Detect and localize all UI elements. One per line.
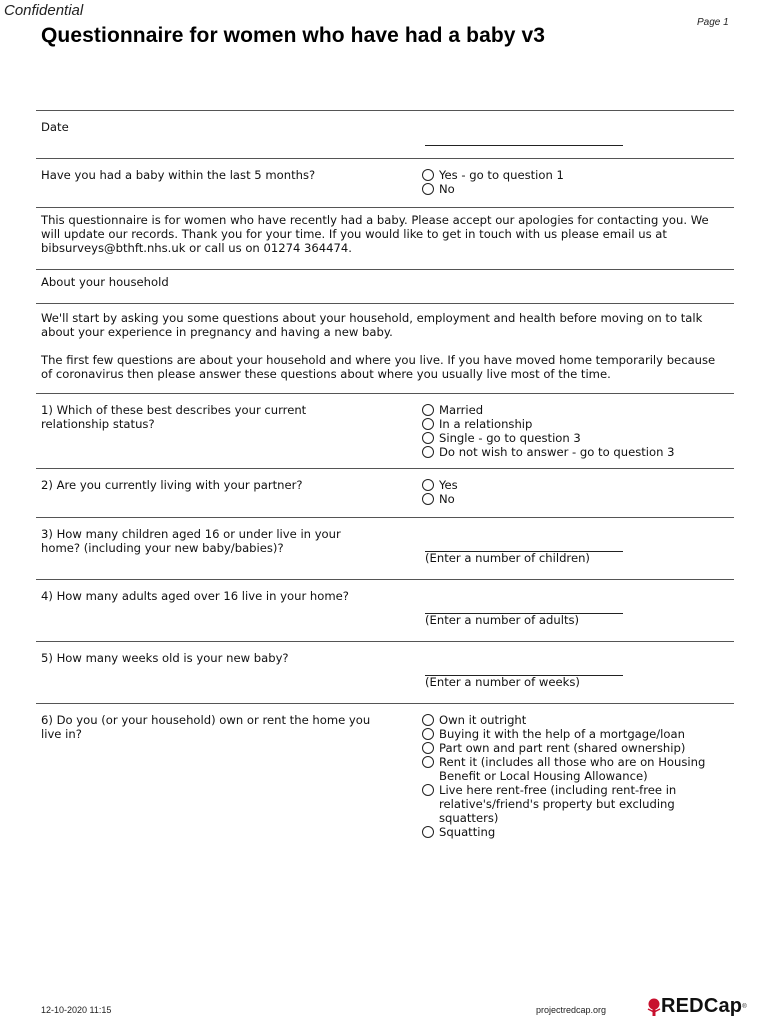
intro-text: This questionnaire is for women who have recently had a baby. Please accept our apologies for contacting you. We will update our records. Thank you for your time. If you would like to get in touch with us please email us at bibsurveys@bthft.nhs.uk or call us on 01274 364474. xyxy=(41,213,709,255)
radio-option[interactable]: Do not wish to answer - go to question 3 xyxy=(422,445,734,459)
radio-option[interactable]: In a relationship xyxy=(422,417,734,431)
radio-icon[interactable] xyxy=(422,432,434,444)
radio-option[interactable]: Rent it (includes all those who are on Housing Benefit or Local Housing Allowance) xyxy=(422,755,722,783)
logo-wordmark: REDCap xyxy=(661,995,743,1017)
radio-option[interactable]: Own it outright xyxy=(422,713,722,727)
confidential-label: Confidential xyxy=(4,2,84,19)
radio-option[interactable]: Squatting xyxy=(422,825,722,839)
footer-datetime: 12-10-2020 11:15 xyxy=(41,1005,112,1015)
radio-icon[interactable] xyxy=(422,714,434,726)
radio-option[interactable]: Buying it with the help of a mortgage/loan xyxy=(422,727,722,741)
radio-icon[interactable] xyxy=(422,446,434,458)
radio-option[interactable]: Yes xyxy=(422,478,734,492)
radio-option[interactable]: Part own and part rent (shared ownership) xyxy=(422,741,722,755)
household-paragraph-2: The first few questions are about your household and where you live. If you have moved home temporarily because of coronavirus then please answer these questions about where you usually live most of the time. xyxy=(41,353,716,381)
q1-options xyxy=(422,403,734,459)
radio-option[interactable]: Married xyxy=(422,403,734,417)
radio-option[interactable]: Yes - go to question 1 xyxy=(422,168,734,182)
baby-question-label: Have you had a baby within the last 5 months? xyxy=(41,168,316,182)
page-title: Questionnaire for women who have had a baby v3 xyxy=(41,24,546,47)
date-input-line[interactable] xyxy=(425,145,623,146)
radio-option[interactable]: Live here rent-free (including rent-free in relative's/friend's property but excluding squatters) xyxy=(422,783,722,825)
q4-hint: (Enter a number of adults) xyxy=(425,613,580,627)
radio-icon[interactable] xyxy=(422,756,434,768)
footer-site-link[interactable]: projectredcap.org xyxy=(536,1005,607,1015)
radio-icon[interactable] xyxy=(422,404,434,416)
q2-label: 2) Are you currently living with your partner? xyxy=(41,478,303,492)
date-label: Date xyxy=(41,120,69,134)
redcap-logo xyxy=(645,995,747,1018)
page-number: Page 1 xyxy=(697,17,729,28)
q6-row xyxy=(36,703,734,843)
q6-label: 6) Do you (or your household) own or rent the home you live in? xyxy=(41,713,371,741)
q1-label: 1) Which of these best describes your current relationship status? xyxy=(41,403,307,431)
baby-question-row xyxy=(36,158,734,207)
section-header-row xyxy=(36,269,734,303)
radio-icon[interactable] xyxy=(422,183,434,195)
q1-row xyxy=(36,393,734,468)
radio-option[interactable]: Single - go to question 3 xyxy=(422,431,734,445)
radio-option[interactable]: No xyxy=(422,492,734,506)
radio-icon[interactable] xyxy=(422,479,434,491)
household-description-row xyxy=(36,303,734,393)
section-household-heading: About your household xyxy=(41,275,169,289)
q2-options xyxy=(422,478,734,506)
intro-row xyxy=(36,207,734,269)
household-paragraph-1: We'll start by asking you some questions about your household, employment and health before moving on to talk about your experience in pregnancy and having a new baby. xyxy=(41,311,703,339)
baby-options xyxy=(422,168,734,196)
q3-label: 3) How many children aged 16 or under live in your home? (including your new baby/babies)? xyxy=(41,527,341,555)
q5-label: 5) How many weeks old is your new baby? xyxy=(41,651,289,665)
questionnaire-form xyxy=(36,110,734,843)
household-description xyxy=(41,311,729,381)
radio-icon[interactable] xyxy=(422,169,434,181)
radio-icon[interactable] xyxy=(422,784,434,796)
q4-label: 4) How many adults aged over 16 live in your home? xyxy=(41,589,349,603)
q3-row xyxy=(36,517,734,579)
radio-icon[interactable] xyxy=(422,418,434,430)
radio-icon[interactable] xyxy=(422,493,434,505)
radio-option[interactable]: No xyxy=(422,182,734,196)
q2-row xyxy=(36,468,734,517)
logo-trademark: ® xyxy=(742,1003,747,1010)
q5-row xyxy=(36,641,734,703)
radio-icon[interactable] xyxy=(422,728,434,740)
date-row xyxy=(36,110,734,158)
q4-row xyxy=(36,579,734,641)
q3-hint: (Enter a number of children) xyxy=(425,551,590,565)
radio-icon[interactable] xyxy=(422,742,434,754)
q5-hint: (Enter a number of weeks) xyxy=(425,675,580,689)
radio-icon[interactable] xyxy=(422,826,434,838)
q6-options xyxy=(422,713,722,839)
